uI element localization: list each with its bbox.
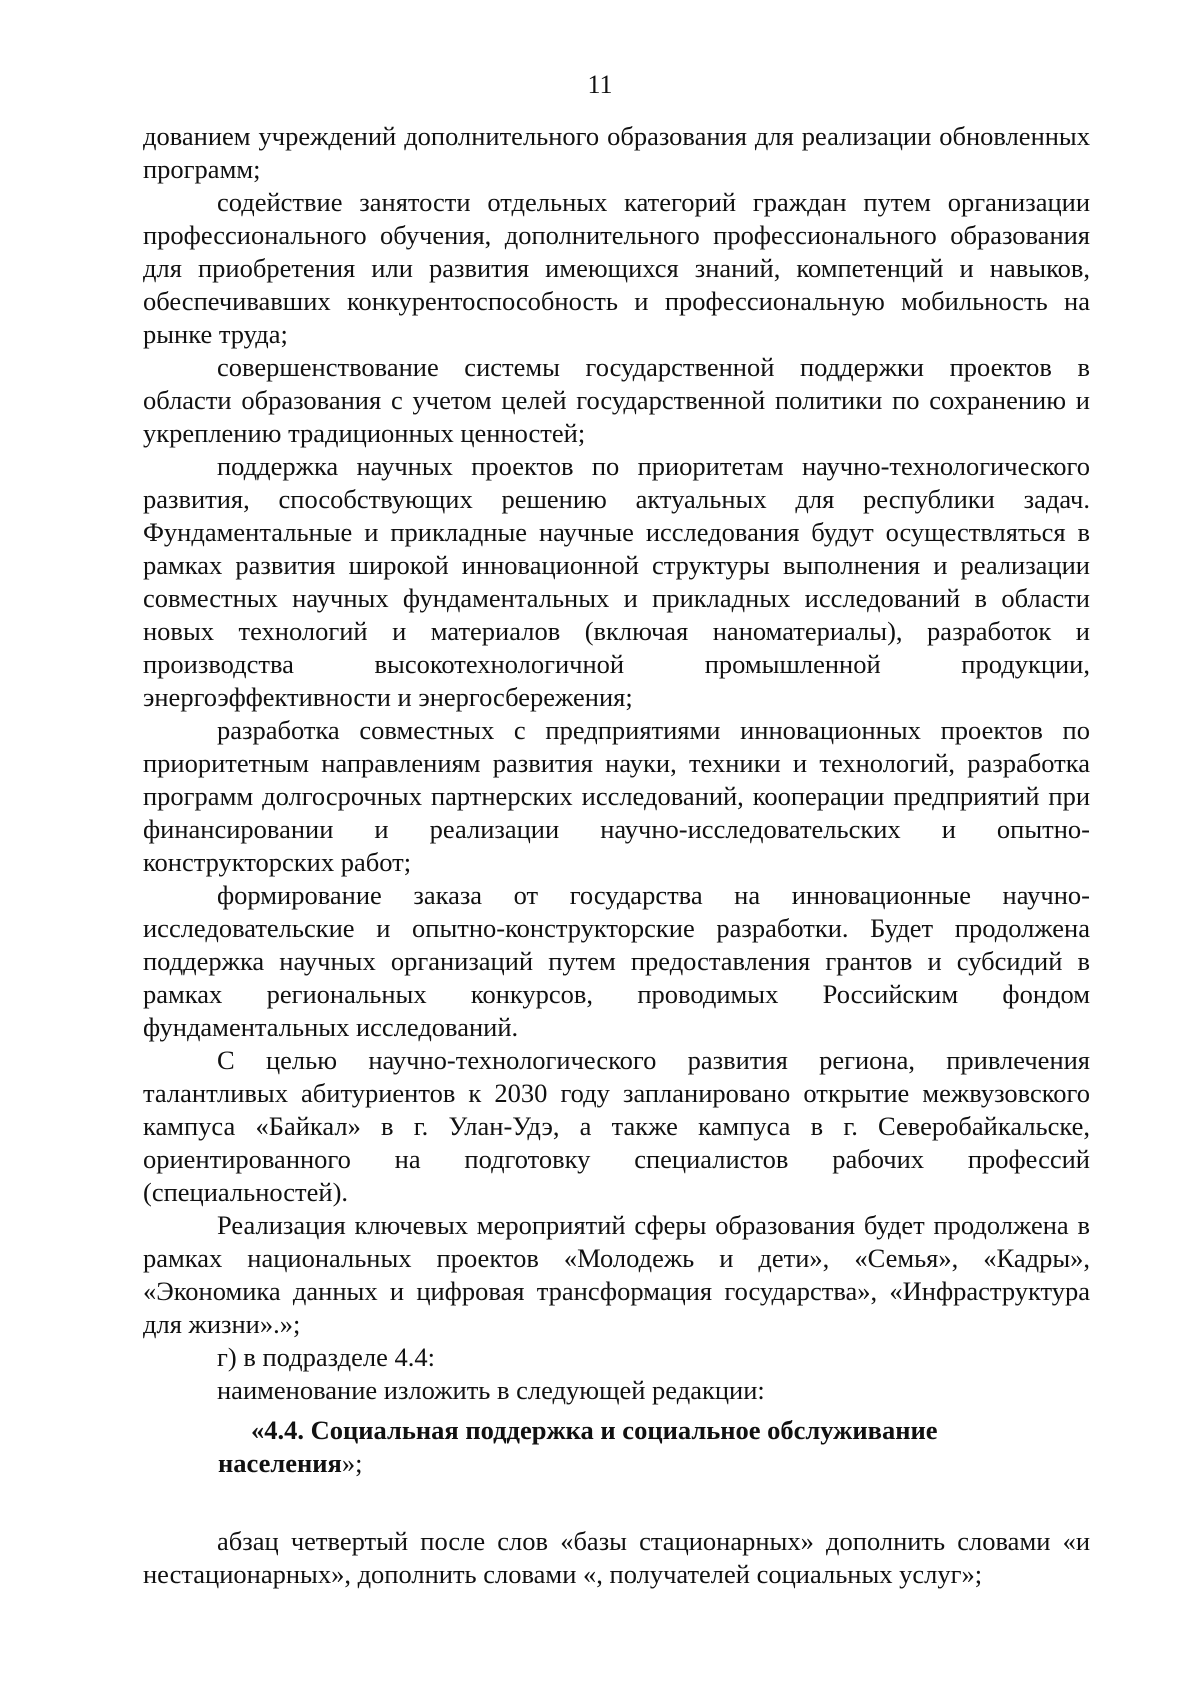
- paragraph: наименование изложить в следующей редакции:: [217, 1375, 765, 1405]
- heading-title-part-2: населения: [218, 1448, 342, 1478]
- tail-text: [143, 1525, 1090, 1591]
- section-heading-line-2: [218, 1447, 1018, 1480]
- heading-title-part-1: 4.4. Социальная поддержка и социальное обслуживание: [264, 1415, 938, 1445]
- paragraph: С целью научно-технологического развития региона, привлечения талантливых абитуриентов к 2030 году запланировано открытие межвузовского кампуса «Байкал» в г. Улан-Удэ, а также кампуса в г. Северобайкальске, ориентированного на подготовку специалистов рабочих профессий (специальностей).: [143, 1045, 1090, 1207]
- paragraph: формирование заказа от государства на инновационные научно-исследовательские и опытно-конструкторские разработки. Будет продолжена поддержка научных организаций путем предоставления грантов и субсидий в рамках региональных конкурсов, проводимых Российским фондом фундаментальных исследований.: [143, 880, 1090, 1042]
- page-number: 11: [587, 70, 613, 99]
- section-heading-line-1: [218, 1414, 1018, 1447]
- body-text: [143, 120, 1090, 1407]
- heading-open-quote: «: [251, 1415, 265, 1445]
- heading-close: »;: [341, 1448, 363, 1478]
- paragraph: содействие занятости отдельных категорий граждан путем организации профессионального обучения, дополнительного профессионального образования для приобретения или развития имеющихся знаний, компетенций и навыков, обеспечивавших конкурентоспособность и профессиональную мобильность на рынке труда;: [143, 187, 1090, 349]
- paragraph: Реализация ключевых мероприятий сферы образования будет продолжена в рамках национальных проектов «Молодежь и дети», «Семья», «Кадры», «Экономика данных и цифровая трансформация государства», «Инфраструктура для жизни».»;: [143, 1210, 1090, 1339]
- paragraph: абзац четвертый после слов «базы стационарных» дополнить словами «и нестационарных», дополнить словами «, получателей социальных услуг»;: [143, 1526, 1090, 1589]
- section-heading: [218, 1414, 1018, 1480]
- paragraph-continuation: дованием учреждений дополнительного образования для реализации обновленных программ;: [143, 121, 1090, 184]
- paragraph: поддержка научных проектов по приоритетам научно-технологического развития, способствующих решению актуальных для республики задач. Фундаментальные и прикладные научные исследования будут осуществляться в рамках развития широкой инновационной структуры выполнения и реализации совместных научных фундаментальных и прикладных исследований в области новых технологий и материалов (включая наноматериалы), разработок и производства высокотехнологичной промышленной продукции, энергоэффективности и энергосбережения;: [143, 451, 1090, 712]
- paragraph: разработка совместных с предприятиями инновационных проектов по приоритетным направлениям развития науки, техники и технологий, разработка программ долгосрочных партнерских исследований, кооперации предприятий при финансировании и реализации научно-исследовательских и опытно-конструкторских работ;: [143, 715, 1090, 877]
- paragraph: совершенствование системы государственной поддержки проектов в области образования с учетом целей государственной политики по сохранению и укреплению традиционных ценностей;: [143, 352, 1090, 448]
- paragraph: г) в подразделе 4.4:: [217, 1342, 435, 1372]
